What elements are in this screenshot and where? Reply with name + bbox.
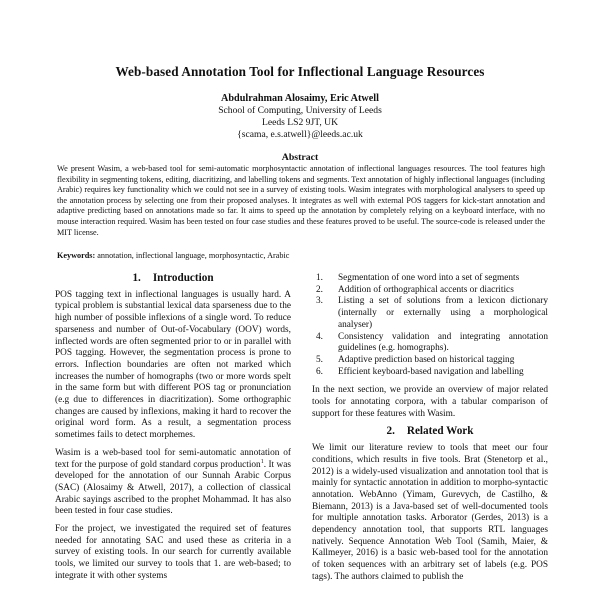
list-text: Consistency validation and integrating annotation guidelines (e.g. homographs).: [338, 331, 548, 354]
abstract-heading: Abstract: [281, 152, 319, 163]
emails: {scama, e.s.atwell}@leeds.ac.uk: [237, 129, 363, 140]
list-text: Adaptive prediction based on historical tagging: [338, 354, 515, 365]
list-text: Segmentation of one word into a set of segments: [338, 273, 520, 283]
list-number: 6.: [316, 366, 323, 377]
list-number: 3.: [316, 296, 323, 307]
paragraph-text: Wasim is a web-based tool for semi-automatic annotation of text for the purpose of gold standard corpus production: [55, 447, 291, 470]
list-number: 5.: [316, 354, 323, 365]
list-text: Efficient keyboard-based navigation and labelling: [338, 366, 524, 377]
right-column: [312, 273, 548, 590]
related-work-paragraph: We limit our literature review to tools that meet our four conditions, which results in five tools. Brat (Stenetorp et al., 2012) is a widely-used visualization and annotation tool that is mainly for syntactic annotation in addition to morpho-syntactic annotation. WebAnno (Yimam, Gurevych, de Castilho, & Biemann, 2013) is a Java-based set of well-documented tools for multiple annotation tasks. Arborator (Gerdes, 2013) is a dependency annotation tool, that supports RTL languages natively. Sequence Annotation Web Tool (Samih, Maier, & Kallmeyer, 2016) is a basic web-based tool for the annotation of token sequences with an arbitrary set of labels (e.g. POS tags). The authors claimed to publish the: [312, 443, 548, 582]
section-number: 1.: [132, 272, 141, 284]
intro-paragraph-2: [55, 448, 291, 518]
list-item: [312, 355, 548, 367]
address: Leeds LS2 9JT, UK: [261, 117, 339, 128]
keywords-label: Keywords:: [57, 251, 96, 260]
feature-list: [312, 273, 548, 378]
list-number: 1.: [316, 273, 323, 283]
left-column: [55, 273, 291, 589]
list-item: [312, 285, 548, 297]
next-section-paragraph: In the next section, we provide an overview of major related tools for annotating corpora, with a tabular comparison of support for these features with Wasim.: [312, 385, 548, 419]
section-title: Related Work: [406, 425, 474, 438]
list-text: Addition of orthographical accents or diacritics: [338, 284, 514, 295]
list-number: 4.: [316, 331, 323, 342]
keywords: [57, 251, 545, 262]
list-item: [312, 332, 548, 355]
list-item: [312, 273, 548, 285]
section-heading-introduction: [55, 273, 291, 285]
section-title: Introduction: [152, 272, 214, 284]
footnote-marker: 1: [260, 458, 264, 465]
list-item: [312, 367, 548, 379]
paragraph-text: . It was developed for the annotation of our Sunnah Arabic Corpus (SAC) (Alosaimy & Atwell, 2017), a collection of classical Arabic sayings ascribed to the prophet Mohammad. It has also been tested in four case studies.: [55, 459, 291, 517]
intro-paragraph-3: For the project, we investigated the required set of features needed for annotating SAC and used these as criteria in a survey of existing tools. In our search for currently available tools, we limited our survey to tools that 1. are web-based; to integrate it with other systems: [55, 524, 291, 581]
affiliation: School of Computing, University of Leeds: [218, 105, 382, 116]
intro-paragraph-1: POS tagging text in inflectional languages is usually hard. A typical problem is substantial lexical data sparseness due to the high number of possible inflexions of a single word. To reduce sparseness and number of Out-of-Vocabulary (OOV) words, inflected words are often segmented prior to or in parallel with POS tagging. However, the segmentation process is prone to errors. Inflection boundaries are often not marked which increases the number of homographs (two or more words spelt in the same form but with different POS tag or pronunciation (e.g due to differences in diacritization). Some orthographic changes are caused by inflexions, making it hard to recover the original word form. As a result, a segmentation process sometimes fails to detect morphemes.: [55, 289, 291, 441]
abstract-text: We present Wasim, a web-based tool for semi-automatic morphosyntactic annotation of inflectional languages resources. The tool features high flexibility in segmenting tokens, editing, diacritizing, and labelling tokens and segments. Text annotation of highly inflectional languages (including Arabic) requires key functionality which we could not see in a survey of existing tools. Wasim integrates with morphological analysers to speed up the annotation process by selecting one from their proposed analyses. It integrates as well with external POS taggers for kick-start annotation and adaptive predicting based on annotations made so far. It aims to speed up the annotation by completely relying on a keyboard interface, with no mouse interaction required. Wasim has been tested on four case studies and these features proved to be useful. The source-code is released under the MIT license.: [57, 164, 545, 237]
list-text: Listing a set of solutions from a lexicon dictionary (internally or externally using a morphological analyser): [338, 296, 548, 330]
author-block: [40, 93, 560, 141]
list-item: [312, 296, 548, 331]
section-number: 2.: [386, 425, 395, 438]
paper-title: Web-based Annotation Tool for Inflectional Language Resources: [115, 64, 485, 79]
author-names: Abdulrahman Alosaimy, Eric Atwell: [221, 93, 379, 104]
section-heading-related-work: [312, 426, 548, 438]
keywords-text: annotation, inflectional language, morphosyntactic, Arabic: [95, 251, 290, 260]
list-number: 2.: [316, 284, 323, 295]
